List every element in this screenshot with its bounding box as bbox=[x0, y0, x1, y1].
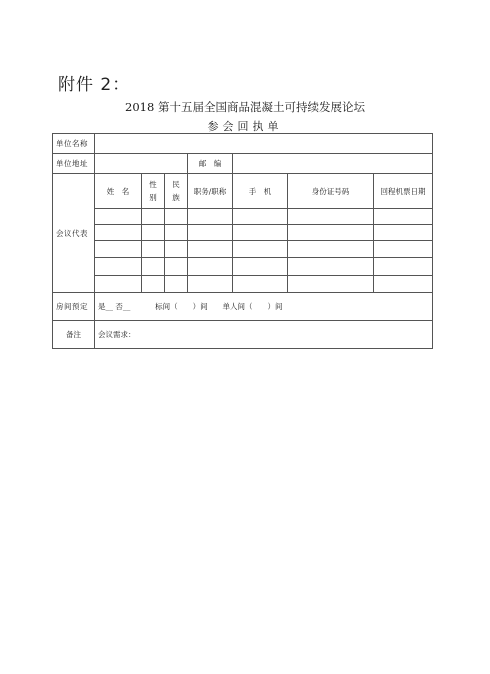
room-yes-no: 是__ 否__ bbox=[98, 302, 131, 311]
delegate-position-cell[interactable] bbox=[188, 209, 233, 225]
postcode-field[interactable] bbox=[233, 154, 433, 174]
col-ethnic-header bbox=[165, 174, 188, 209]
delegate-name-cell[interactable] bbox=[95, 258, 142, 276]
room-label: 房间预定 bbox=[53, 293, 95, 321]
unit-name-row bbox=[53, 134, 433, 154]
remarks-label: 备注 bbox=[53, 321, 95, 349]
delegate-return-cell[interactable] bbox=[374, 241, 433, 258]
delegate-id-cell[interactable] bbox=[288, 241, 374, 258]
delegate-return-cell[interactable] bbox=[374, 209, 433, 225]
unit-name-label: 单位名称 bbox=[53, 134, 95, 154]
col-gender-header bbox=[142, 174, 165, 209]
delegate-row bbox=[53, 225, 433, 241]
delegate-phone-cell[interactable] bbox=[233, 276, 288, 293]
delegate-ethnic-cell[interactable] bbox=[165, 225, 188, 241]
delegate-row bbox=[53, 276, 433, 293]
delegate-header-row bbox=[53, 174, 433, 209]
col-return-header: 回程机票日期 bbox=[374, 174, 433, 209]
delegate-gender-cell[interactable] bbox=[142, 258, 165, 276]
delegate-gender-cell[interactable] bbox=[142, 225, 165, 241]
delegate-ethnic-cell[interactable] bbox=[165, 241, 188, 258]
delegate-return-cell[interactable] bbox=[374, 225, 433, 241]
delegate-id-cell[interactable] bbox=[288, 258, 374, 276]
delegate-name-cell[interactable] bbox=[95, 276, 142, 293]
delegate-ethnic-cell[interactable] bbox=[165, 209, 188, 225]
unit-address-field[interactable] bbox=[95, 154, 188, 174]
delegate-name-cell[interactable] bbox=[95, 241, 142, 258]
room-standard: 标间（ ）间 bbox=[155, 302, 208, 311]
delegate-phone-cell[interactable] bbox=[233, 209, 288, 225]
unit-address-label: 单位地址 bbox=[53, 154, 95, 174]
delegate-row bbox=[53, 241, 433, 258]
delegate-gender-cell[interactable] bbox=[142, 276, 165, 293]
postcode-label: 邮 编 bbox=[188, 154, 233, 174]
delegate-id-cell[interactable] bbox=[288, 276, 374, 293]
remarks-row bbox=[53, 321, 433, 349]
attachment-label: 附件 2： bbox=[58, 75, 131, 95]
remarks-field[interactable]: 会议需求： bbox=[95, 321, 433, 349]
delegate-row bbox=[53, 258, 433, 276]
delegate-phone-cell[interactable] bbox=[233, 241, 288, 258]
col-ethnic-header-line1: 民 bbox=[172, 180, 180, 189]
delegate-name-cell[interactable] bbox=[95, 225, 142, 241]
room-field[interactable] bbox=[95, 293, 433, 321]
col-name-header: 姓 名 bbox=[95, 174, 142, 209]
delegate-row bbox=[53, 209, 433, 225]
unit-address-row bbox=[53, 154, 433, 174]
delegate-gender-cell[interactable] bbox=[142, 209, 165, 225]
document-subtitle: 参会回执单 bbox=[207, 120, 283, 133]
delegate-ethnic-cell[interactable] bbox=[165, 258, 188, 276]
registration-form-table bbox=[52, 133, 433, 349]
delegate-position-cell[interactable] bbox=[188, 258, 233, 276]
col-gender-header-line2: 别 bbox=[149, 193, 157, 202]
col-position-header: 职务/职称 bbox=[188, 174, 233, 209]
delegate-ethnic-cell[interactable] bbox=[165, 276, 188, 293]
delegates-label: 会议代表 bbox=[53, 174, 95, 293]
delegate-phone-cell[interactable] bbox=[233, 225, 288, 241]
delegate-id-cell[interactable] bbox=[288, 225, 374, 241]
delegate-id-cell[interactable] bbox=[288, 209, 374, 225]
delegate-gender-cell[interactable] bbox=[142, 241, 165, 258]
delegate-position-cell[interactable] bbox=[188, 241, 233, 258]
room-single: 单人间（ ）间 bbox=[222, 302, 283, 311]
delegate-return-cell[interactable] bbox=[374, 258, 433, 276]
col-id-header: 身份证号码 bbox=[288, 174, 374, 209]
delegate-return-cell[interactable] bbox=[374, 276, 433, 293]
document-title: 2018 第十五届全国商品混凝土可持续发展论坛 bbox=[125, 100, 365, 114]
delegate-position-cell[interactable] bbox=[188, 276, 233, 293]
delegate-phone-cell[interactable] bbox=[233, 258, 288, 276]
col-phone-header: 手 机 bbox=[233, 174, 288, 209]
unit-name-field[interactable] bbox=[95, 134, 433, 154]
col-gender-header-line1: 性 bbox=[149, 180, 157, 189]
delegate-position-cell[interactable] bbox=[188, 225, 233, 241]
room-row bbox=[53, 293, 433, 321]
col-ethnic-header-line2: 族 bbox=[172, 193, 180, 202]
delegate-name-cell[interactable] bbox=[95, 209, 142, 225]
